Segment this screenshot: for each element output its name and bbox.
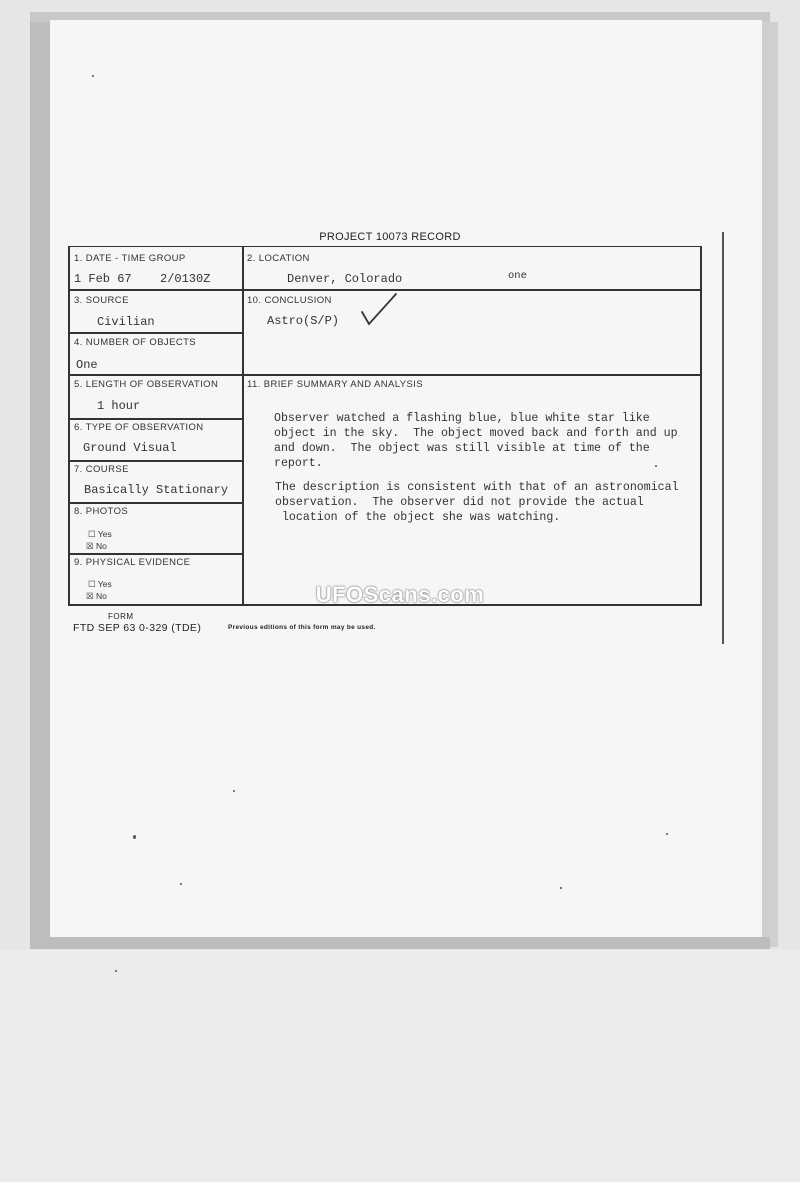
course-value: Basically Stationary bbox=[84, 483, 229, 497]
summary-paragraph-1: Observer watched a flashing blue, blue white star like object in the sky. The object moved back and forth and up and down. The object was still visible at time of the report. bbox=[274, 412, 678, 470]
footer-note: Previous editions of this form may be used. bbox=[228, 624, 376, 631]
row-divider bbox=[70, 374, 702, 376]
checkbox-checked-icon: ☒ bbox=[86, 541, 94, 551]
number-of-objects-value: One bbox=[76, 358, 98, 372]
physical-evidence-no-option bbox=[86, 591, 107, 602]
scan-speck bbox=[180, 883, 182, 885]
summary-paragraph-2: The description is consistent with that of an astronomical observation. The observer did not provide the actual location of the object she was watching. bbox=[275, 481, 679, 524]
course-label: 7. COURSE bbox=[74, 464, 129, 475]
conclusion-value: Astro(S/P) bbox=[267, 314, 340, 328]
footer-form-word: FORM bbox=[108, 612, 134, 621]
scan-speck bbox=[560, 887, 562, 889]
checkbox-checked-icon: ☒ bbox=[86, 591, 94, 601]
lower-scan-area bbox=[0, 950, 800, 1182]
date-value: 1 Feb 67 bbox=[74, 272, 132, 286]
checkbox-unchecked-icon: ☐ bbox=[88, 529, 96, 539]
date-time-label: 1. DATE - TIME GROUP bbox=[74, 253, 186, 264]
footer-form-code: FTD SEP 63 0-329 (TDE) bbox=[73, 622, 202, 634]
scan-edge-right bbox=[760, 22, 778, 947]
conclusion-label: 10. CONCLUSION bbox=[247, 295, 332, 306]
scan-speck bbox=[92, 75, 94, 77]
photos-yes-option bbox=[88, 529, 112, 540]
row-divider bbox=[70, 460, 242, 462]
location-extra: one bbox=[508, 270, 527, 282]
scan-speck bbox=[655, 465, 657, 467]
length-of-observation-label: 5. LENGTH OF OBSERVATION bbox=[74, 379, 219, 390]
source-label: 3. SOURCE bbox=[74, 295, 129, 306]
physical-evidence-yes-label: Yes bbox=[97, 579, 112, 589]
watermark: UFOScans.com bbox=[315, 582, 485, 607]
row-divider bbox=[70, 332, 242, 334]
physical-evidence-yes-option bbox=[88, 579, 112, 590]
scan-speck bbox=[133, 835, 136, 839]
physical-evidence-label: 9. PHYSICAL EVIDENCE bbox=[74, 557, 191, 568]
photos-yes-label: Yes bbox=[97, 529, 112, 539]
scan-speck bbox=[115, 970, 117, 972]
scan-speck bbox=[233, 790, 235, 792]
scan-speck bbox=[666, 833, 668, 835]
scan-edge-bottom bbox=[30, 937, 770, 949]
photos-no-label: No bbox=[96, 541, 107, 551]
physical-evidence-no-label: No bbox=[96, 591, 107, 601]
row-divider bbox=[70, 418, 242, 420]
row-divider bbox=[70, 502, 242, 504]
margin-line bbox=[722, 232, 724, 644]
checkmark-icon bbox=[360, 292, 400, 328]
number-of-objects-label: 4. NUMBER OF OBJECTS bbox=[74, 337, 197, 348]
type-of-observation-value: Ground Visual bbox=[83, 441, 177, 455]
photos-label: 8. PHOTOS bbox=[74, 506, 129, 517]
photos-no-option bbox=[86, 541, 107, 552]
column-divider bbox=[242, 247, 244, 605]
row-divider bbox=[70, 289, 702, 291]
time-value: 2/0130Z bbox=[160, 272, 211, 286]
checkbox-unchecked-icon: ☐ bbox=[88, 579, 96, 589]
form-title: PROJECT 10073 RECORD bbox=[319, 231, 461, 243]
source-value: Civilian bbox=[97, 315, 155, 329]
length-of-observation-value: 1 hour bbox=[97, 399, 141, 413]
summary-label: 11. BRIEF SUMMARY AND ANALYSIS bbox=[247, 379, 424, 390]
location-label: 2. LOCATION bbox=[247, 253, 310, 264]
type-of-observation-label: 6. TYPE OF OBSERVATION bbox=[74, 422, 204, 433]
scan-edge-left bbox=[30, 22, 52, 937]
location-value: Denver, Colorado bbox=[287, 272, 403, 286]
row-divider bbox=[70, 553, 242, 555]
